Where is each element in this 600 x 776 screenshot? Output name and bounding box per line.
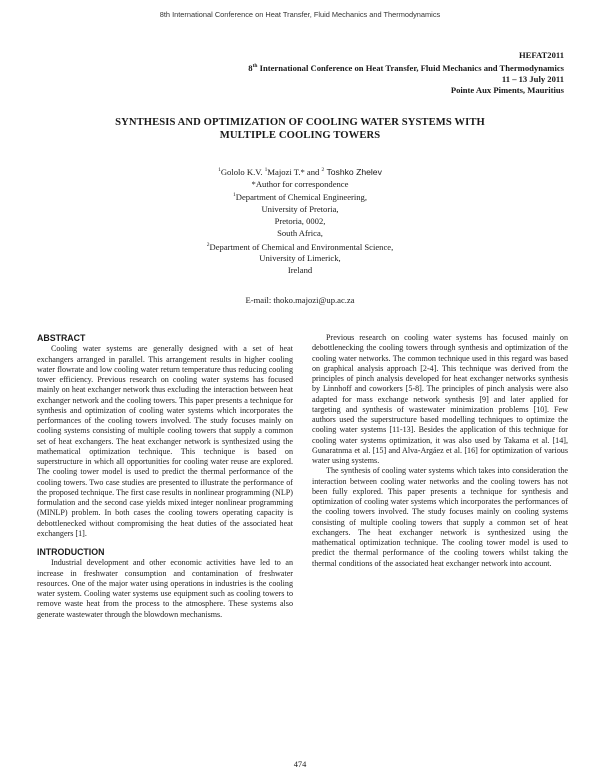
affiliation1-line4: South Africa, [277, 227, 323, 238]
affiliation2-dept [60, 240, 540, 254]
author1-sup: 1 [218, 167, 221, 173]
conference-dates: 11 – 13 July 2011 [501, 73, 564, 84]
conference-ordinal-suffix: th [252, 63, 258, 69]
author-line [60, 165, 540, 179]
introduction-heading: INTRODUCTION [37, 547, 105, 557]
conference-ordinal: 8 [248, 62, 253, 73]
conference-code: HEFAT2011 [518, 50, 564, 60]
affiliation2-line3: Ireland [287, 264, 313, 275]
right-paragraph-1: Previous research on cooling water systems has focused mainly on debottlenecking the cooling towers through synthesis and optimization of the cooling water networks. The common technique used in this regard was based on graphical analysis approach [2-4]. This technique was derived from the principles of pinch analysis developed for heat exchanger networks synthesis by Linnhoff and coworkers [5-8]. The principles of pinch analysis were also adapted for mass exchange network synthesis [9] and later applied for targeting and synthesis of wastewater minimization problems [10]. Few authors used the superstructure based modelling techniques to optimize the cooling water systems [11-13]. Besides the application of this technique for cooling water systems optimization, it was also used by Takama et al. [14], Gunaratnma et al. [15] and Alva-Argáez et al. [16] for optimization of various water using systems. [312, 333, 568, 465]
running-header: 8th International Conference on Heat Transfer, Fluid Mechanics and Thermodynamics [159, 10, 441, 19]
author2: Majozi T.* and [267, 166, 322, 177]
conference-location: Pointe Aux Piments, Mauritius [450, 84, 564, 95]
affiliation1-line3: Pretoria, 0002, [274, 215, 326, 226]
paper-title [60, 116, 540, 142]
paper-title-line1: SYNTHESIS AND OPTIMIZATION OF COOLING WATER SYSTEMS WITH [115, 117, 485, 128]
conference-name-text: International Conference on Heat Transfer, Fluid Mechanics and Thermodynamics [257, 62, 564, 73]
paper-title-line2: MULTIPLE COOLING TOWERS [219, 130, 381, 141]
introduction-text: Industrial development and other economic activities have led to an increase in freshwater consumption and contamination of freshwater resources. One of the major water using operations in industries is the cooling water system. Cooling water systems use equipment such as cooling towers to remove waste heat from the process to the atmosphere. These systems also generate wastewater through the blowdown mechanisms. [37, 558, 293, 619]
author-affiliations [60, 165, 540, 277]
affiliation1-dept-text: Department of Chemical Engineering, [235, 192, 367, 203]
author3-sup: 2 [321, 167, 325, 173]
affiliation1-line2: University of Pretoria, [261, 204, 339, 215]
right-column [312, 333, 568, 569]
left-column [37, 333, 293, 620]
contact-email: E-mail: thoko.majozi@up.ac.za [245, 295, 355, 305]
correspondence-note: *Author for correspondence [251, 178, 349, 189]
right-paragraph-2: The synthesis of cooling water systems which takes into consideration the interaction between cooling water networks and the cooling towers has not been fully explored. This paper presents a technique for synthesis and optimization of cooling water systems which incorporates the performances of the cooling towers involved. The study focuses mainly on cooling systems consisting of multiple cooling towers that supply a common set of heat exchangers. The heat exchanger network is synthesized using the mathematical optimization technique. The cooling tower model is used to predict the thermal performance of the cooling towers whilst taking the thermal conditions of the associated heat exchanger network into account. [312, 466, 568, 568]
affiliation2-line2: University of Limerick, [259, 253, 341, 264]
affiliation2-sup: 2 [206, 241, 210, 248]
conference-name [248, 61, 564, 74]
abstract-heading: ABSTRACT [37, 333, 86, 343]
author2-sup: 1 [264, 167, 268, 173]
abstract-text: Cooling water systems are generally designed with a set of heat exchangers arranged in parallel. This arrangement results in higher cooling water flowrate and low cooling water return temperature thus reducing cooling tower efficiency. Previous research on cooling water systems has focused mainly on heat exchanger network thus excluding the interaction between heat exchanger network and the cooling towers. This paper presents a technique for synthesis and optimization of cooling water systems which incorporates the performances of the cooling towers involved. The study focuses mainly on cooling systems consisting of multiple cooling towers that supply a common set of heat exchangers. The heat exchanger network is synthesized using the mathematical optimization technique. This technique is based on superstructure in which all opportunities for cooling water reuse are explored. The cooling tower model is used to predict the thermal performance of the cooling towers. Two case studies are presented to illustrate the performance of the proposed technique. The first case results in nonlinear programming (NLP) formulation and the second case yields mixed integer nonlinear programming (MINLP) problem. In both cases the cooling towers operating capacity is debottlenecked without compromising the heat duties of the associated heat exchangers [1]. [37, 344, 293, 538]
author3: Toshko Zhelev [324, 166, 382, 177]
affiliation1-sup: 1 [233, 192, 236, 199]
affiliation2-dept-text: Department of Chemical and Environmental Science, [209, 241, 394, 252]
author1: Gololo K.V. [220, 166, 265, 177]
affiliation1-dept [60, 190, 540, 204]
page-number: 474 [293, 760, 307, 769]
conference-block [248, 50, 564, 96]
